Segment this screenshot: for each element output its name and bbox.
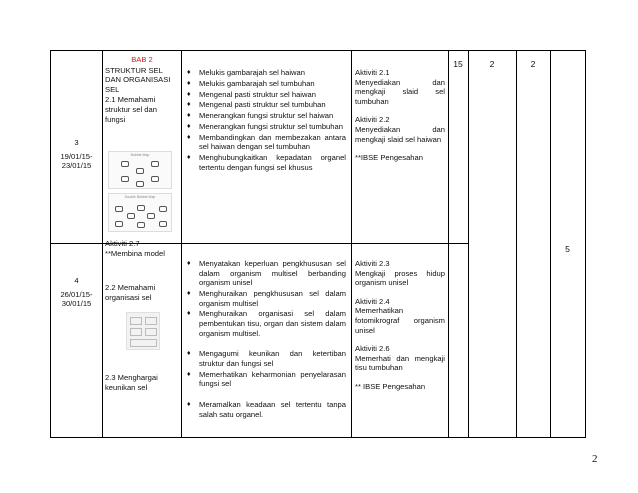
col-line-0 xyxy=(50,50,51,438)
bubble-node xyxy=(137,205,145,211)
bubble-map-diagram xyxy=(108,151,172,189)
topic-cell-row2-a xyxy=(105,283,179,302)
activity-desc: Menyediakan dan mengkaji slaid sel tumbuhan xyxy=(355,77,445,106)
col-line-6 xyxy=(516,50,517,438)
outcome-item: ♦ Menyatakan keperluan pengkhususan sel dalam organism multisel berbanding organism unisel xyxy=(185,259,346,288)
activity-desc: Menyediakan dan mengkaji slaid sel haiwan xyxy=(355,124,445,144)
outcome-item: ♦ Menghuraikan pengkhususan sel dalam organism multisel xyxy=(185,289,346,308)
outcomes-cell-row2 xyxy=(185,259,346,420)
activities-cell-row1 xyxy=(355,68,445,163)
week-dates: 19/01/15- 23/01/15 xyxy=(60,151,93,171)
bubble-node xyxy=(121,161,129,167)
outcome-item: ♦ Membandingkan dan membezakan antara sel haiwan dengan sel tumbuhan xyxy=(185,133,346,152)
topic-subtitle: 2.1 Memahami struktur sel dan fungsi xyxy=(105,95,157,124)
col-line-5 xyxy=(468,50,469,438)
outcomes-cell-row1 xyxy=(185,68,346,173)
double-bubble-map-label: Double Bubble Map xyxy=(124,195,156,199)
topic-subtitle: 2.3 Menghargai keunikan sel xyxy=(105,373,158,392)
activity-title: Aktiviti 2.6 xyxy=(355,344,390,354)
bubble-node xyxy=(147,213,155,219)
outcome-item: ♦ Menghuraikan organisasi sel dalam pembentukan tisu, organ dan sistem dalam organism multisel. xyxy=(185,309,346,338)
col-line-8 xyxy=(585,50,586,438)
outcomes-list-row2-predict xyxy=(185,400,346,419)
bubble-node xyxy=(136,168,144,174)
double-bubble-map-diagram xyxy=(108,193,172,232)
chapter-title: STRUKTUR SEL DAN ORGANISASI SEL xyxy=(105,65,171,94)
page-number: 2 xyxy=(592,453,598,465)
activity-title: Aktiviti 2.4 xyxy=(355,296,390,306)
outcome-item: ♦ Menghubungkaitkan kepadatan organel tertentu dengan fungsi sel khusus xyxy=(185,153,346,172)
activity-title: Aktiviti 2.1 xyxy=(355,68,390,77)
outcome-item: ♦ Meramalkan keadaan sel tertentu tanpa salah satu organel. xyxy=(185,400,346,419)
week-number: 3 xyxy=(74,138,79,147)
outcomes-list-row2 xyxy=(185,259,346,338)
topic-cell-row2-b xyxy=(105,373,179,392)
col-value-2: 2 xyxy=(489,59,495,69)
bubble-node xyxy=(137,222,145,228)
outcome-item: ♦ Melukis gambarajah sel haiwan xyxy=(185,68,346,78)
bubble-node xyxy=(159,221,167,227)
week-cell-row1 xyxy=(51,138,102,171)
col-line-3 xyxy=(351,50,352,438)
outcome-item: ♦ Menerangkan fungsi struktur sel tumbuhan xyxy=(185,122,346,132)
outcome-item: ♦ Menerangkan fungsi struktur sel haiwan xyxy=(185,111,346,121)
table-border-top xyxy=(50,50,586,51)
week-dates: 26/01/15- 30/01/15 xyxy=(60,289,93,309)
chapter-label: BAB 2 xyxy=(131,55,153,64)
outcome-item: ♦ Memerhatikan keharmonian penyelarasan fungsi sel xyxy=(185,370,346,389)
topic-subtitle: 2.2 Memahami organisasi sel xyxy=(105,283,156,302)
week-number: 4 xyxy=(74,276,79,285)
bubble-map-label: Bubble Map xyxy=(130,153,150,157)
bubble-node xyxy=(151,161,159,167)
cell-organisation-diagram xyxy=(126,312,160,350)
activity-desc: Memerhati dan mengkaji tisu tumbuhan xyxy=(355,353,445,373)
activity-title: Aktiviti 2.2 xyxy=(355,115,390,125)
table-border-bottom xyxy=(50,437,586,438)
topic-cell-row1 xyxy=(105,55,179,124)
col-value-3: 2 xyxy=(530,59,536,69)
activity-desc: Memerhatikan fotomikrograf organism unisel xyxy=(355,306,445,335)
outcome-item: ♦ Mengagumi keunikan dan ketertiban struktur dan fungsi sel xyxy=(185,349,346,368)
bubble-node xyxy=(151,176,159,182)
outcome-item: ♦ Melukis gambarajah sel tumbuhan xyxy=(185,79,346,89)
bubble-node xyxy=(115,206,123,212)
outcomes-list-row1 xyxy=(185,68,346,172)
bubble-node xyxy=(115,221,123,227)
outcomes-list-row2-values xyxy=(185,349,346,389)
bubble-node xyxy=(121,176,129,182)
bubble-node xyxy=(127,213,135,219)
activity-desc: Mengkaji proses hidup organism unisel xyxy=(355,268,445,288)
outcome-item: ♦ Mengenal pasti struktur sel haiwan xyxy=(185,90,346,100)
bubble-node xyxy=(159,206,167,212)
topic-activity-row1-end xyxy=(105,239,179,258)
activity-title: Aktiviti 2.3 xyxy=(355,259,390,268)
col-line-1 xyxy=(102,50,103,438)
col-line-4 xyxy=(448,50,449,438)
outcome-item: ♦ Mengenal pasti struktur sel tumbuhan xyxy=(185,100,346,110)
merged-value: 5 xyxy=(565,244,570,254)
week-cell-row2 xyxy=(51,276,102,309)
model-activity-desc: **Membina model xyxy=(105,248,165,258)
activities-cell-row2 xyxy=(355,259,445,392)
ibse-note: ** IBSE Pengesahan xyxy=(355,381,426,391)
model-activity-title: Aktiviti 2.7 xyxy=(105,239,140,248)
bubble-node xyxy=(136,181,144,187)
col-value-1: 15 xyxy=(453,59,463,69)
col-line-7 xyxy=(550,50,551,438)
ibse-note: **IBSE Pengesahan xyxy=(355,153,423,163)
col-line-2 xyxy=(181,50,182,438)
